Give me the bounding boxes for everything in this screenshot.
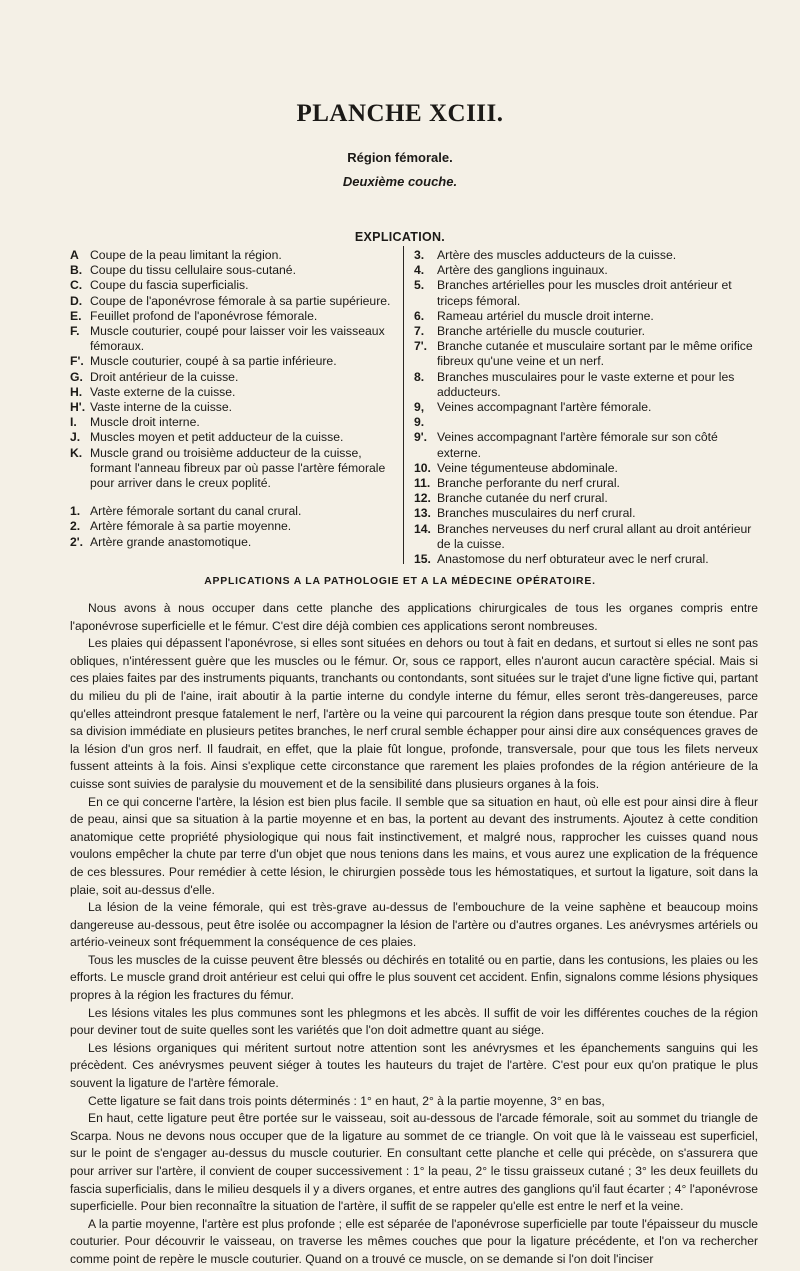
legend-text: Artère des muscles adducteurs de la cuisse. bbox=[437, 248, 677, 262]
legend-key: 9, 9. bbox=[414, 400, 425, 430]
legend-text: Artère des ganglions inguinaux. bbox=[437, 263, 608, 278]
legend-text: Branche artérielle du muscle couturier. bbox=[437, 324, 645, 339]
legend-text: Rameau artériel du muscle droit interne. bbox=[437, 308, 654, 323]
legend-key: 10. bbox=[414, 460, 431, 475]
legend-key: H'. bbox=[70, 400, 86, 415]
legend-text: Muscle grand ou troisième adducteur de la cuisse, formant l'anneau fibreux par où passe l'artère fémorale pour arriver dans le creux poplité. bbox=[90, 445, 386, 491]
applications-heading: APPLICATIONS A LA PATHOLOGIE ET A LA MÉDECINE OPÉRATOIRE. bbox=[204, 576, 596, 587]
explication-heading: EXPLICATION. bbox=[354, 230, 446, 244]
legend-text: Branches musculaires pour le vaste externe et pour les adducteurs. bbox=[437, 369, 735, 399]
legend-item bbox=[414, 461, 757, 476]
legend-item bbox=[414, 263, 757, 278]
legend-item bbox=[70, 248, 397, 263]
body-paragraph: En haut, cette ligature peut être portée sur le vaisseau, soit au-dessous de l'arcade fémorale, soit au sommet du triangle de Scarpa. Nous ne devons nous occuper que de la ligature au sommet de ce triangle. On voit que là le vaisseau est superficiel, sur le point de s'engager au-dessus du muscle couturier. En consultant cette planche et celle qui précède, on s'assurera que pour arriver sur l'artère, il convient de couper successivement : 1° la peau, 2° le tissu graisseux cutané ; 3° les deux feuillets du fascia superficialis, dans le milieu desquels il y a divers organes, et entre autres des ganglions qu'il faut écarter ; 4° l'aponévrose superficielle. Pour bien reconnaître la situation de l'artère, il suffit de se rappeler qu'elle est entre le nerf et la veine. bbox=[70, 1111, 758, 1214]
legend-item bbox=[414, 248, 757, 263]
body-paragraph: Tous les muscles de la cuisse peuvent être blessés ou déchirés en totalité ou en partie, dans les contusions, les plaies ou les efforts. Le muscle grand droit antérieur est celui qui offre le plus souvent cet accident. Enfin, signalons comme lésions physiques propres à la région les fractures du fémur. bbox=[70, 952, 758, 1003]
legend-item bbox=[70, 519, 397, 534]
legend-key: F. bbox=[70, 324, 80, 339]
legend-key: G. bbox=[70, 369, 83, 384]
legend-item bbox=[414, 506, 757, 521]
legend-key: E. bbox=[70, 308, 82, 323]
legend-text: Coupe de la peau limitant la région. bbox=[90, 248, 282, 262]
body-paragraph: En ce qui concerne l'artère, la lésion est bien plus facile. Il semble que sa situation en haut, où elle est pour ainsi dire à fleur de peau, ainsi que sa situation à la partie moyenne et en bas, la portent au devant des instruments. Ajoutez à cette condition anatomique cette propriété physiologique qui nous fait instinctivement, et malgré nous, rapprocher les cuisses quand nous voulons empêcher la chute par terre d'un objet que nous tenions dans les mains, et vous aurez une explication de la fréquence de ces blessures. Pour remédier à cette lésion, le chirurgien possède tous les hémostatiques, et surtout la ligature, soit dans la plaie, soit au-dessus d'elle. bbox=[70, 794, 758, 897]
legend-key: 2. bbox=[70, 519, 81, 534]
explication-legend bbox=[70, 246, 757, 567]
legend-key: I. bbox=[70, 415, 77, 430]
legend-key: 14. bbox=[414, 521, 431, 536]
legend-text: Veine tégumenteuse abdominale. bbox=[437, 460, 618, 475]
legend-item bbox=[70, 354, 397, 369]
legend-item bbox=[414, 476, 757, 491]
legend-item bbox=[414, 370, 757, 400]
legend-text: Muscle couturier, coupé pour laisser voir les vaisseaux fémoraux. bbox=[90, 324, 385, 354]
legend-key: F'. bbox=[70, 354, 84, 369]
legend-text: Branches nerveuses du nerf crural allant au droit antérieur de la cuisse. bbox=[437, 521, 752, 551]
legend-text: Coupe du fascia superficialis. bbox=[90, 278, 249, 293]
legend-text: Branches artérielles pour les muscles droit antérieur et triceps fémoral. bbox=[437, 278, 732, 308]
legend-item bbox=[70, 430, 397, 445]
legend-key: 4. bbox=[414, 263, 425, 278]
legend-text: Muscle couturier, coupé à sa partie inférieure. bbox=[90, 354, 337, 369]
legend-key: A bbox=[70, 248, 79, 262]
legend-key: 7. bbox=[414, 324, 425, 339]
legend-item bbox=[414, 400, 757, 430]
legend-key: J. bbox=[70, 430, 81, 445]
legend-item bbox=[70, 385, 397, 400]
legend-key: C. bbox=[70, 278, 83, 293]
legend-item bbox=[414, 339, 757, 369]
legend-text: Vaste interne de la cuisse. bbox=[90, 400, 233, 415]
legend-text: Veines accompagnant l'artère fémorale. bbox=[437, 400, 652, 415]
legend-item bbox=[414, 552, 757, 567]
legend-text: Branche perforante du nerf crural. bbox=[437, 476, 620, 491]
region-title: Région fémorale. bbox=[347, 150, 453, 165]
legend-item bbox=[70, 400, 397, 415]
legend-left-column bbox=[70, 246, 404, 564]
legend-key: 3. bbox=[414, 248, 425, 262]
legend-text: Branches musculaires du nerf crural. bbox=[437, 506, 636, 521]
body-paragraph: Cette ligature se fait dans trois points déterminés : 1° en haut, 2° à la partie moyenne, 3° en bas, bbox=[88, 1093, 605, 1108]
legend-text: Vaste externe de la cuisse. bbox=[90, 384, 236, 399]
legend-right-column bbox=[404, 246, 757, 567]
legend-key: 13. bbox=[414, 506, 431, 521]
legend-key: D. bbox=[70, 293, 83, 308]
legend-text: Artère grande anastomotique. bbox=[90, 534, 252, 549]
legend-key: 15. bbox=[414, 552, 431, 567]
legend-key: 6. bbox=[414, 308, 425, 323]
legend-key: 7'. bbox=[414, 339, 428, 354]
legend-item bbox=[70, 370, 397, 385]
legend-item bbox=[414, 491, 757, 506]
legend-item bbox=[414, 430, 757, 460]
legend-item bbox=[70, 278, 397, 293]
legend-item bbox=[70, 446, 397, 492]
legend-key: 12. bbox=[414, 491, 431, 506]
legend-key: 1. bbox=[70, 504, 81, 519]
legend-item bbox=[70, 535, 397, 550]
legend-text: Branche cutanée et musculaire sortant par le même orifice fibreux qu'une veine et un nerf. bbox=[437, 339, 753, 369]
legend-item bbox=[414, 278, 757, 308]
legend-key: 11. bbox=[414, 476, 431, 491]
legend-text: Branche cutanée du nerf crural. bbox=[437, 491, 608, 506]
legend-text: Artère fémorale à sa partie moyenne. bbox=[90, 519, 292, 534]
legend-text: Artère fémorale sortant du canal crural. bbox=[90, 504, 302, 519]
legend-text: Coupe de l'aponévrose fémorale à sa partie supérieure. bbox=[90, 293, 391, 308]
legend-key: 9'. bbox=[414, 430, 428, 445]
legend-key: 8. bbox=[414, 369, 425, 384]
body-paragraph: Les lésions organiques qui méritent surtout notre attention sont les anévrysmes et les épanchements sanguins qui les précèdent. Ces anévrysmes peuvent siéger à toutes les hauteurs du trajet de l'artère. C'est pour eux qu'on pratique le plus souvent la ligature de l'artère fémorale. bbox=[70, 1040, 758, 1091]
body-paragraph: La lésion de la veine fémorale, qui est très-grave au-dessus de l'embouchure de la veine saphène et beaucoup moins dangereuse au-dessous, peut être isolée ou accompagner la lésion de l'artère ou d'autres organes. Les anévrysmes artériels ou artério-veineux sont fréquemment la conséquence de ces plaies. bbox=[70, 900, 758, 950]
legend-item bbox=[70, 504, 397, 519]
legend-text: Veines accompagnant l'artère fémorale sur son côté externe. bbox=[437, 430, 718, 460]
legend-key: 5. bbox=[414, 278, 425, 293]
legend-text: Droit antérieur de la cuisse. bbox=[90, 369, 239, 384]
plate-title: PLANCHE XCIII. bbox=[296, 100, 504, 127]
legend-spacer bbox=[70, 491, 397, 504]
legend-text: Coupe du tissu cellulaire sous-cutané. bbox=[90, 263, 296, 278]
legend-item bbox=[414, 324, 757, 339]
legend-item bbox=[70, 324, 397, 354]
legend-key: B. bbox=[70, 263, 83, 278]
applications-body bbox=[70, 600, 758, 1269]
legend-text: Muscles moyen et petit adducteur de la cuisse. bbox=[90, 430, 344, 445]
legend-item bbox=[414, 309, 757, 324]
body-paragraph: A la partie moyenne, l'artère est plus profonde ; elle est séparée de l'aponévrose superficielle par toute l'épaisseur du muscle couturier. Pour découvrir le vaisseau, on traverse les mêmes couches que pour la ligature précédente, et l'on va rechercher comme point de repère le muscle couturier. Quand on a trouvé ce muscle, on se demande si l'on doit l'inciser bbox=[70, 1216, 758, 1266]
legend-key: K. bbox=[70, 445, 83, 460]
legend-key: 2'. bbox=[70, 534, 84, 549]
legend-item bbox=[70, 263, 397, 278]
legend-text: Feuillet profond de l'aponévrose fémorale. bbox=[90, 308, 318, 323]
legend-key: H. bbox=[70, 384, 83, 399]
layer-subtitle: Deuxième couche. bbox=[342, 174, 458, 189]
legend-text: Muscle droit interne. bbox=[90, 415, 200, 430]
legend-item bbox=[414, 522, 757, 552]
legend-text: Anastomose du nerf obturateur avec le nerf crural. bbox=[437, 552, 709, 567]
body-paragraph: Nous avons à nous occuper dans cette planche des applications chirurgicales de tous les organes compris entre l'aponévrose superficielle et le fémur. C'est dire déjà combien ces applications seront nombreuses. bbox=[70, 601, 758, 633]
legend-item bbox=[70, 294, 397, 309]
legend-item bbox=[70, 415, 397, 430]
legend-item bbox=[70, 309, 397, 324]
body-paragraph: Les lésions vitales les plus communes sont les phlegmons et les abcès. Il suffit de voir les différentes couches de la région pour deviner tout de suite quelles sont les variétés que l'on doit admettre quant au siége. bbox=[70, 1005, 758, 1038]
body-paragraph: Les plaies qui dépassent l'aponévrose, si elles sont situées en dehors ou tout à fait en dedans, et surtout si elles ne sont pas obliques, n'intéressent guère que les muscles ou le fémur. Or, sous ce rapport, elles n'auront aucun caractère spécial. Mais si ces plaies faites par des instruments piquants, tranchants ou contondants, sont situées sur le trajet d'une ligne fictive qui, partant du milieu du pli de l'aine, irait aboutir à la partie interne du condyle interne du fémur, elles seront très-dangereuses, parce qu'elles atteindront presque fatalement le nerf, l'artère ou la veine qui parcourent la région dans presque toute son étendue. Par sa division immédiate en plusieurs petites branches, le nerf crural semble échapper pour ainsi dire aux conséquences graves de la lésion d'un gros nerf. Il faudrait, en effet, que la plaie fût longue, profonde, transversale, pour que tous les filets nerveux fussent atteints à la fois. Ainsi s'explique cette circonstance que rarement les plaies profondes de la région antérieure de la cuisse sont suivies de paralysie du mouvement et de la sensibilité dans plusieurs organes à la fois. bbox=[70, 636, 759, 791]
